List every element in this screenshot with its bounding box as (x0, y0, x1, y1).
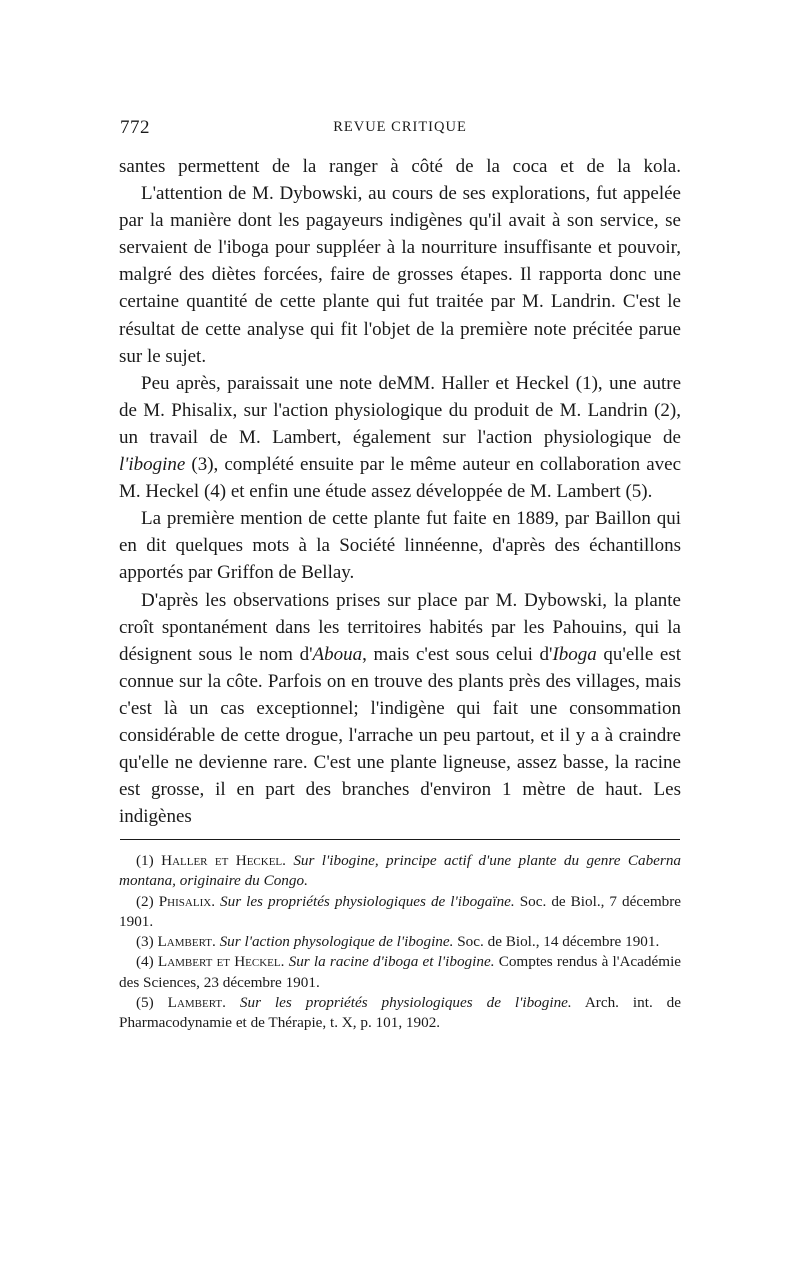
footnote-author: Lambert (157, 933, 212, 951)
footnote: (3) Lambert. Sur l'action physologique de l'ibogine. Soc. de Biol., 14 décembre 1901. (136, 933, 660, 951)
footnote-source: Soc. de Biol., 7 décembre 1901. (119, 892, 682, 930)
paragraph (119, 505, 681, 586)
italic-term: l'ibogine (119, 454, 186, 476)
page-header (120, 117, 680, 143)
footnote-source: Arch. int. de Pharmacodynamie et de Thérapie, t. X, p. 101, 1902. (119, 994, 682, 1032)
footnote-source: Comptes rendus à l'Académie des Sciences, 23 décembre 1901. (119, 953, 682, 991)
paragraph (119, 370, 681, 505)
footnote-title: Sur les propriétés physiologiques de l'ibogaïne. (220, 892, 515, 910)
paragraph-text: , mais c'est sous celui d' (362, 643, 553, 665)
page-number: 772 (120, 117, 150, 138)
paragraph-text: Peu après, paraissait une note deMM. Haller et Heckel (1), une autre de M. Phisalix, sur l'action physiologique du produit de M. Landrin (2), un travail de M. Lambert, également sur l'action physiologique de (119, 372, 681, 448)
footnote-title: Sur la racine d'iboga et l'ibogine. (288, 953, 495, 971)
footnote-source: Soc. de Biol., 14 décembre 1901. (457, 933, 660, 951)
footnotes (119, 851, 681, 1034)
paragraph (119, 587, 681, 831)
italic-term: Iboga (552, 643, 597, 665)
footnote: (2) Phisalix. Sur les propriétés physiologiques de l'ibogaïne. Soc. de Biol., 7 décembre 1901. (119, 892, 682, 930)
footnote-title: Sur les propriétés physiologiques de l'ibogine. (239, 994, 572, 1012)
paragraph-text: La première mention de cette plante fut faite en 1889, par Baillon qui en dit quelques mots à la Société linnéenne, d'après des échantillons apportés par Griffon de Bellay. (119, 508, 681, 584)
footnote-number: (4) (136, 953, 154, 971)
footnote-author: Lambert et Heckel (157, 953, 281, 971)
paragraph-text: (3), complété ensuite par le même auteur en collaboration avec M. Heckel (4) et enfin une étude assez développée de M. Lambert (5). (119, 454, 681, 503)
paragraph-text: L'attention de M. Dybowski, au cours de ses explorations, fut appelée par la manière dont les pagayeurs indigènes qu'il avait à son service, se servaient de l'iboga pour suppléer à la nourriture insuffisante et pouvoir, malgré des diètes forcées, faire de grosses étapes. Il rapporta donc une certaine quantité de cette plante qui fut traitée par M. Landrin. C'est le résultat de cette analyse qui fit l'objet de la première note précitée parue sur le sujet. (119, 183, 681, 367)
footnote-author: Lambert (167, 994, 223, 1012)
paragraph-text: qu'elle est connue sur la côte. Parfois on en trouve des plants près des villages, mais c'est là un cas exceptionnel; l'indigène qui fait une consommation considérable de cette drogue, l'arrache un peu partout, et il y a à craindre qu'elle ne devienne rare. C'est une plante ligneuse, assez basse, la racine est grosse, il en part des branches d'environ 1 mètre de haut. Les indigènes (119, 643, 681, 828)
footnote-author: Phisalix (158, 892, 212, 910)
footnote-title: Sur l'action physologique de l'ibogine. (219, 933, 454, 951)
footnote-number: (2) (136, 892, 154, 910)
paragraph-text: santes permettent de la ranger à côté de la coca et de la kola. (119, 156, 681, 177)
footnote-number: (1) (136, 852, 154, 869)
paragraph-text: D'après les observations prises sur place par M. Dybowski, la plante croît spontanément dans les territoires habités par les Pahouins, qui la désignent sous le nom d' (119, 589, 681, 665)
footnote-author: Haller et Heckel (161, 852, 283, 869)
running-title: REVUE CRITIQUE (333, 119, 467, 135)
footnote-number: (3) (136, 933, 154, 951)
footnote: (5) Lambert. Sur les propriétés physiologiques de l'ibogine. Arch. int. de Pharmacodynamie et de Thérapie, t. X, p. 101, 1902. (119, 994, 682, 1032)
main-text (119, 153, 681, 830)
footnote-divider (120, 839, 680, 840)
footnote-number: (5) (136, 994, 154, 1012)
paragraph (119, 153, 681, 180)
footnote-title: Sur l'ibogine, principe actif d'une plante du genre Caberna montana, originaire du Congo. (119, 852, 682, 890)
footnote: (4) Lambert et Heckel. Sur la racine d'iboga et l'ibogine. Comptes rendus à l'Académie des Sciences, 23 décembre 1901. (119, 953, 682, 991)
paragraph (119, 180, 681, 370)
italic-term: Aboua (312, 643, 363, 665)
footnote: (1) Haller et Heckel. Sur l'ibogine, principe actif d'une plante du genre Caberna montana, originaire du Congo. (119, 852, 682, 890)
